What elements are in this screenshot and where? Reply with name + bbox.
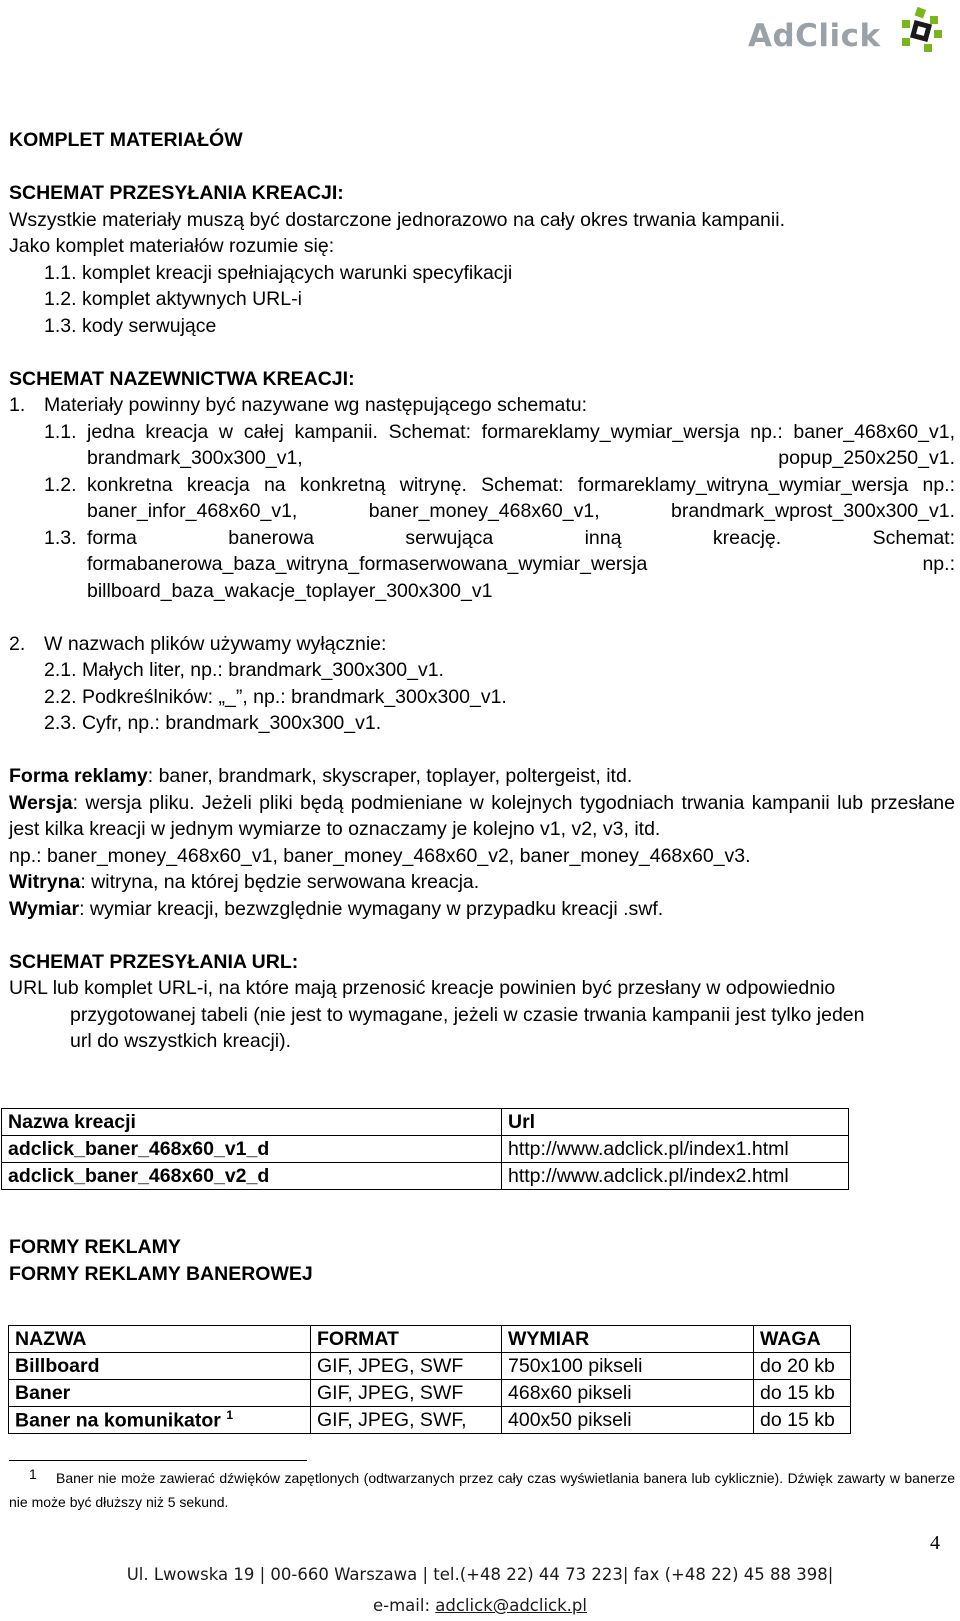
definition-forma: Forma reklamy: baner, brandmark, skyscraper, toplayer, poltergeist, itd. <box>9 765 633 787</box>
list-number: 1.3. <box>44 526 77 549</box>
section-heading-nazewnictwo: SCHEMAT NAZEWNICTWA KREACJI: <box>9 367 355 390</box>
list-text: Materiały powinny być nazywane wg następującego schematu: <box>44 394 588 416</box>
list-item <box>9 392 957 419</box>
section-heading-kreacje: SCHEMAT PRZESYŁANIA KREACJI: <box>9 182 344 204</box>
email-link[interactable]: adclick@adclick.pl <box>435 1596 587 1615</box>
list-number: 1. <box>9 394 26 416</box>
list-number: 2. <box>9 632 26 655</box>
footnote-separator <box>9 1460 307 1461</box>
table-cell: adclick_baner_468x60_v2_d <box>2 1163 502 1190</box>
table-cell: Billboard <box>9 1353 311 1380</box>
list-item: 1.1. komplet kreacji spełniających warunki specyfikacji <box>44 261 513 284</box>
section-heading-formy: FORMY REKLAMY <box>9 1236 181 1258</box>
list-item: 2.3. Cyfr, np.: brandmark_300x300_v1. <box>44 712 382 734</box>
table-cell: Baner <box>9 1380 311 1407</box>
table-cell: GIF, JPEG, SWF <box>311 1380 502 1407</box>
paragraph: Jako komplet materiałów rozumie się: <box>9 235 335 257</box>
table-header-row <box>9 1326 851 1353</box>
list-number: 1.1. <box>44 420 77 443</box>
paragraph: Wszystkie materiały muszą być dostarczone jednorazowo na cały okres trwania kampanii. <box>9 208 785 231</box>
table-cell: do 15 kb <box>754 1407 851 1434</box>
table-header: WYMIAR <box>502 1326 754 1353</box>
table-row <box>9 1380 851 1407</box>
forms-heading-block <box>9 1234 313 1287</box>
table-cell: http://www.adclick.pl/index1.html <box>502 1136 849 1163</box>
table-header: FORMAT <box>311 1326 502 1353</box>
list-item: 1.2. komplet aktywnych URL-i <box>44 288 302 310</box>
definition-witryna: Witryna: witryna, na której będzie serwowana kreacja. <box>9 871 480 893</box>
logo-mark-icon <box>898 6 944 56</box>
definition-wersja-example: np.: baner_money_468x60_v1, baner_money_468x60_v2, baner_money_468x60_v3. <box>9 844 751 867</box>
table-cell: do 20 kb <box>754 1353 851 1380</box>
table-row <box>9 1407 851 1434</box>
document-title: KOMPLET MATERIAŁÓW <box>9 129 243 151</box>
table-cell: 400x50 pikseli <box>502 1407 754 1434</box>
table-cell: 468x60 pikseli <box>502 1380 754 1407</box>
table-row <box>2 1163 849 1190</box>
table-row <box>9 1353 851 1380</box>
list-item <box>9 631 957 658</box>
list-text: jedna kreacja w całej kampanii. Schemat: formareklamy_wymiar_wersja np.: baner_468x60_v1, brandmark_300x300_v1, popup_250x250_v1. <box>87 420 955 469</box>
forms-table <box>8 1325 851 1434</box>
table-header: Nazwa kreacji <box>2 1109 502 1136</box>
table-cell: do 15 kb <box>754 1380 851 1407</box>
footer-address: Ul. Lwowska 19 | 00-660 Warszawa | tel.(+48 22) 44 73 223| fax (+48 22) 45 88 398| <box>126 1565 834 1584</box>
footer-email: e-mail: adclick@adclick.pl <box>373 1596 587 1615</box>
table-cell: 750x100 pikseli <box>502 1353 754 1380</box>
footnote-ref[interactable]: 1 <box>226 1407 233 1422</box>
definition-wymiar: Wymiar: wymiar kreacji, bezwzględnie wymagany w przypadku kreacji .swf. <box>9 897 664 920</box>
footnote-mark: 1 <box>29 1466 37 1482</box>
logo-text: AdClick <box>748 18 881 54</box>
list-number: 1.2. <box>44 473 77 496</box>
table-header: Url <box>502 1109 849 1136</box>
table-cell: http://www.adclick.pl/index2.html <box>502 1163 849 1190</box>
list-item <box>9 525 957 605</box>
definition-wersja: Wersja: wersja pliku. Jeżeli pliki będą podmieniane w kolejnych tygodniach trwania kampanii lub przesłane jest kilka kreacji w jednym wymiarze to oznaczamy je kolejno v1, v2, v3, itd. <box>9 791 955 840</box>
table-row <box>2 1136 849 1163</box>
section-heading-formy-banerowe: FORMY REKLAMY BANEROWEJ <box>9 1262 313 1285</box>
table-header: WAGA <box>754 1326 851 1353</box>
page-number: 4 <box>930 1532 940 1554</box>
paragraph: URL lub komplet URL-i, na które mają przenosić kreacje powinien być przesłany w odpowiednio przygotowanej tabeli (nie jest to wymagane, jeżeli w czasie trwania kampanii jest tylko jeden url do wszystkich kreacji). <box>9 977 865 1052</box>
list-text: forma banerowa serwująca inną kreację. Schemat: formabanerowa_baza_witryna_formaserwowana_wymiar_wersja np.: billboard_baza_wakacje_toplayer_300x300_v1 <box>87 526 955 602</box>
list-text: W nazwach plików używamy wyłącznie: <box>44 632 387 655</box>
url-table <box>1 1108 849 1190</box>
list-item <box>9 472 957 525</box>
table-cell: GIF, JPEG, SWF, <box>311 1407 502 1434</box>
table-cell: Baner na komunikator $^1$ <box>9 1407 311 1434</box>
table-cell: adclick_baner_468x60_v1_d <box>2 1136 502 1163</box>
table-cell: GIF, JPEG, SWF <box>311 1353 502 1380</box>
list-text: konkretna kreacja na konkretną witrynę. Schemat: formareklamy_witryna_wymiar_wersja np.: baner_infor_468x60_v1, baner_money_468x60_v1, brandmark_wprost_300x300_v1. <box>87 473 955 522</box>
document-body <box>9 127 957 1055</box>
adclick-logo <box>748 6 944 58</box>
list-item <box>9 419 957 472</box>
section-heading-url: SCHEMAT PRZESYŁANIA URL: <box>9 950 299 973</box>
list-item: 2.1. Małych liter, np.: brandmark_300x300_v1. <box>44 659 444 681</box>
table-header-row <box>2 1109 849 1136</box>
table-header: NAZWA <box>9 1326 311 1353</box>
footnote: Baner nie może zawierać dźwięków zapętlonych (odtwarzanych przez cały czas wyświetlania banera lub cyklicznie). Dźwięk zawarty w banerze nie może być dłuższy niż 5 sekund. <box>9 1470 955 1510</box>
list-item: 2.2. Podkreślników: „_”, np.: brandmark_300x300_v1. <box>44 685 507 708</box>
list-item: 1.3. kody serwujące <box>44 314 217 337</box>
